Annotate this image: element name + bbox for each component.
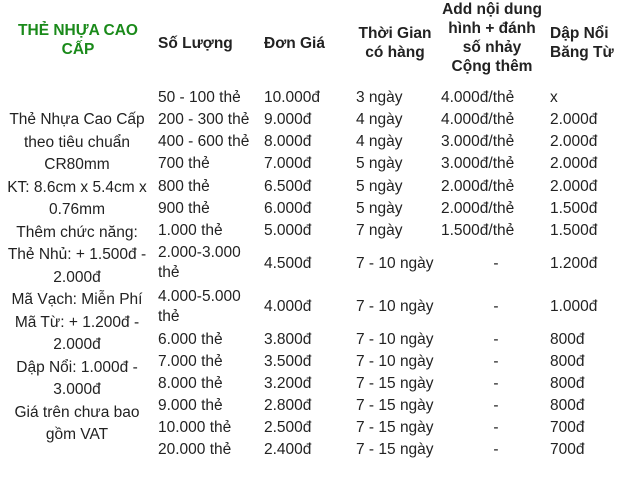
table-cell-price: 5.000đ (264, 222, 312, 239)
table-cell-price: 6.500đ (264, 178, 312, 195)
table-cell-quantity (158, 287, 241, 327)
column-header-line: có hàng (365, 44, 425, 61)
table-cell-addon: 3.000đ/thẻ (441, 133, 515, 150)
description-line: 0.76mm (49, 201, 105, 218)
quantity-line: thẻ (158, 308, 180, 325)
table-cell-emboss: 1.200đ (550, 255, 598, 272)
table-cell-quantity: 7.000 thẻ (158, 353, 223, 370)
table-cell-time: 5 ngày (356, 155, 403, 172)
table-cell-time: 7 - 15 ngày (356, 375, 434, 392)
column-header-line: Cộng thêm (451, 58, 533, 75)
table-cell-emboss: 700đ (550, 441, 585, 458)
table-cell-price: 3.500đ (264, 353, 312, 370)
table-cell-quantity: 400 - 600 thẻ (158, 133, 250, 150)
column-header-line: Add nội dung (442, 1, 542, 18)
product-description (0, 109, 154, 447)
column-header-line: Băng Từ (550, 44, 614, 61)
column-header-quantity: Số Lượng (158, 35, 233, 52)
column-header-addon (436, 0, 548, 76)
table-cell-addon: 2.000đ/thẻ (441, 200, 515, 217)
table-cell-time: 7 - 10 ngày (356, 353, 434, 370)
table-cell-addon: - (493, 331, 499, 348)
table-cell-price: 6.000đ (264, 200, 312, 217)
table-cell-price: 2.800đ (264, 397, 312, 414)
description-line: theo tiêu chuẩn (23, 133, 130, 151)
table-cell-emboss: 2.000đ (550, 155, 598, 172)
quantity-line: thẻ (158, 264, 180, 281)
table-cell-price: 2.500đ (264, 419, 312, 436)
table-cell-quantity: 900 thẻ (158, 200, 210, 217)
column-header-lead-time (352, 24, 438, 62)
table-cell-time: 5 ngày (356, 178, 403, 195)
table-cell-price: 8.000đ (264, 133, 312, 150)
table-cell-emboss: x (550, 89, 558, 106)
description-line: Giá trên chưa bao (14, 403, 140, 421)
table-cell-price: 4.000đ (264, 298, 312, 315)
table-title (4, 21, 152, 59)
table-cell-quantity: 200 - 300 thẻ (158, 111, 250, 128)
quantity-line: 4.000-5.000 (158, 288, 241, 305)
table-cell-quantity: 10.000 thẻ (158, 419, 232, 436)
description-line: Mã Từ: + 1.200đ - (14, 313, 140, 331)
table-cell-price: 2.400đ (264, 441, 312, 458)
table-cell-price: 4.500đ (264, 255, 312, 272)
table-cell-addon: - (493, 419, 499, 436)
table-cell-addon: - (493, 397, 499, 414)
description-line: gồm VAT (45, 426, 109, 443)
table-cell-time: 5 ngày (356, 200, 403, 217)
description-line: Thêm chức năng: (16, 223, 138, 241)
table-cell-addon: 3.000đ/thẻ (441, 155, 515, 172)
table-cell-emboss: 1.500đ (550, 200, 598, 217)
table-cell-quantity: 800 thẻ (158, 178, 210, 195)
table-cell-addon: 4.000đ/thẻ (441, 111, 515, 128)
table-cell-emboss: 1.000đ (550, 298, 598, 315)
table-cell-price: 7.000đ (264, 155, 312, 172)
table-cell-emboss: 800đ (550, 397, 585, 414)
table-cell-price: 3.200đ (264, 375, 312, 392)
table-cell-emboss: 1.500đ (550, 222, 598, 239)
description-line: 3.000đ (53, 381, 101, 398)
table-cell-emboss: 800đ (550, 375, 585, 392)
table-cell-quantity: 700 thẻ (158, 155, 210, 172)
table-cell-time: 7 - 15 ngày (356, 397, 434, 414)
description-line: 2.000đ (53, 336, 101, 353)
description-line: CR80mm (44, 156, 110, 173)
table-cell-quantity (158, 243, 241, 283)
table-cell-quantity: 6.000 thẻ (158, 331, 223, 348)
column-header-line: Thời Gian (358, 25, 432, 42)
table-cell-price: 3.800đ (264, 331, 312, 348)
table-cell-addon: 1.500đ/thẻ (441, 222, 515, 239)
description-line: Dập Nổi: 1.000đ - (16, 358, 138, 376)
table-cell-time: 7 - 15 ngày (356, 419, 434, 436)
table-cell-time: 4 ngày (356, 111, 403, 128)
column-header-unit-price: Đơn Giá (264, 35, 325, 52)
table-cell-emboss: 800đ (550, 331, 585, 348)
table-cell-quantity: 9.000 thẻ (158, 397, 223, 414)
table-cell-time: 3 ngày (356, 89, 403, 106)
table-cell-time: 4 ngày (356, 133, 403, 150)
table-cell-price: 9.000đ (264, 111, 312, 128)
table-cell-addon: - (493, 255, 499, 272)
table-title-line: CẤP (61, 41, 95, 58)
description-line: Thẻ Nhựa Cao Cấp (9, 111, 145, 128)
description-line: 2.000đ (53, 268, 101, 286)
table-cell-time: 7 - 10 ngày (356, 255, 434, 272)
table-cell-emboss: 2.000đ (550, 133, 598, 150)
description-line: KT: 8.6cm x 5.4cm x (7, 178, 147, 196)
table-cell-emboss: 700đ (550, 419, 585, 436)
description-line: Mã Vạch: Miễn Phí (11, 291, 143, 308)
column-header-embossing (550, 24, 614, 62)
table-cell-time: 7 - 10 ngày (356, 331, 434, 348)
table-cell-price: 10.000đ (264, 89, 321, 106)
table-title-line: THẺ NHỰA CAO (18, 22, 138, 39)
table-cell-quantity: 8.000 thẻ (158, 375, 223, 392)
table-cell-time: 7 - 15 ngày (356, 441, 434, 458)
table-cell-addon: - (493, 441, 499, 458)
table-cell-addon: - (493, 298, 499, 315)
description-line: Thẻ Nhủ: + 1.500đ - (7, 246, 147, 263)
table-cell-addon: - (493, 353, 499, 370)
table-cell-emboss: 800đ (550, 353, 585, 370)
table-cell-time: 7 - 10 ngày (356, 298, 434, 315)
table-cell-emboss: 2.000đ (550, 111, 598, 128)
column-header-line: hình + đánh (448, 20, 536, 37)
column-header-line: Dập Nổi (550, 25, 609, 42)
table-cell-addon: - (493, 375, 499, 392)
table-cell-emboss: 2.000đ (550, 178, 598, 195)
table-cell-addon: 4.000đ/thẻ (441, 89, 515, 106)
table-cell-time: 7 ngày (356, 222, 403, 239)
table-cell-addon: 2.000đ/thẻ (441, 178, 515, 195)
table-cell-quantity: 1.000 thẻ (158, 222, 223, 239)
quantity-line: 2.000-3.000 (158, 244, 241, 261)
table-cell-quantity: 20.000 thẻ (158, 441, 232, 458)
table-cell-quantity: 50 - 100 thẻ (158, 89, 241, 106)
column-header-line: số nhảy (462, 39, 522, 56)
